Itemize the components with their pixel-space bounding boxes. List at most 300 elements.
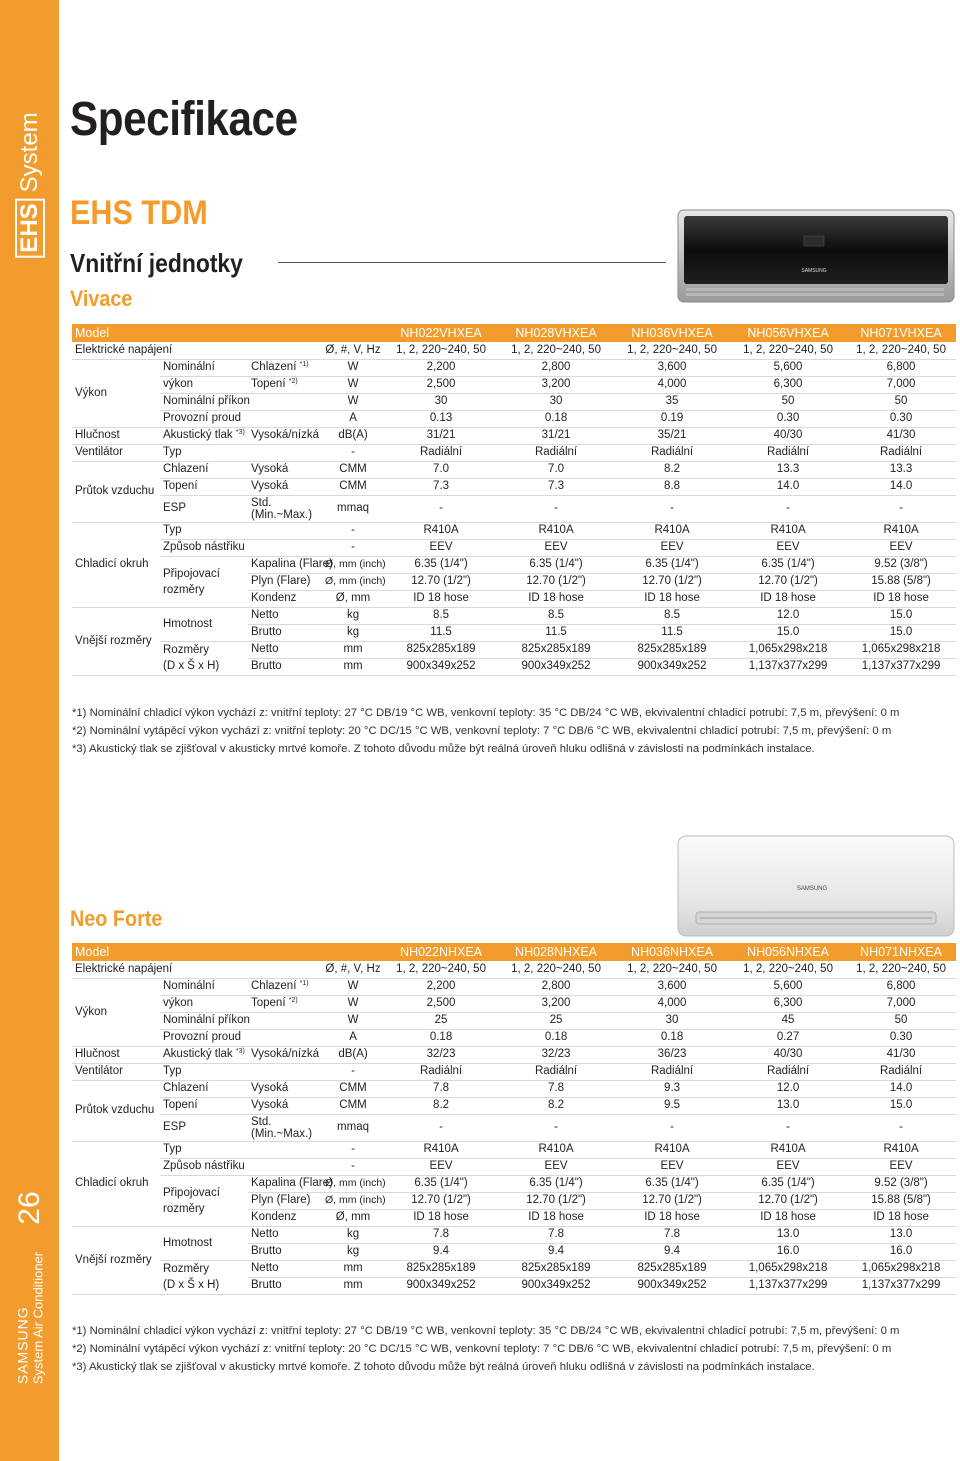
label-cell bbox=[160, 1012, 322, 1029]
row-label: Provozní proud bbox=[163, 1031, 241, 1043]
value-cell: 1,065x298x218 bbox=[846, 1260, 956, 1277]
row-label: Chlazení bbox=[251, 361, 297, 373]
value-cell: EEV bbox=[384, 1158, 498, 1175]
value-cell: 1, 2, 220~240, 50 bbox=[384, 342, 498, 359]
spec-table-neo-forte bbox=[72, 943, 956, 1295]
value-cell: 4,000 bbox=[614, 376, 730, 393]
value-cell: 6,800 bbox=[846, 359, 956, 376]
unit-cell bbox=[322, 1029, 384, 1046]
row-label: Průtok vzduchu bbox=[75, 1104, 155, 1116]
value-cell: 825x285x189 bbox=[384, 1260, 498, 1277]
group-cell bbox=[72, 1141, 160, 1226]
row-label: - bbox=[351, 446, 355, 458]
unit-cell bbox=[322, 641, 384, 658]
value-cell: 0.18 bbox=[384, 1029, 498, 1046]
value-cell: 15.0 bbox=[846, 1097, 956, 1114]
label-cell: Chlazení $^{*1)}$ bbox=[248, 978, 322, 995]
value-cell: 41/30 bbox=[846, 1046, 956, 1063]
label-cell bbox=[160, 539, 322, 556]
value-cell: 25 bbox=[384, 1012, 498, 1029]
row-label: Vysoká bbox=[251, 1099, 289, 1111]
label-cell bbox=[248, 641, 322, 658]
row-label: Ø, mm (inch) bbox=[325, 1177, 386, 1189]
value-cell: ID 18 hose bbox=[730, 1209, 846, 1226]
value-cell: 900x349x252 bbox=[498, 658, 614, 675]
neo-forte-unit-image bbox=[676, 832, 956, 942]
notes-vivace bbox=[72, 704, 899, 758]
value-cell: 13.0 bbox=[730, 1097, 846, 1114]
row-label: (Min.~Max.) bbox=[251, 508, 313, 521]
row-label: Výkon bbox=[75, 386, 107, 399]
label-cell bbox=[160, 522, 322, 539]
value-cell: 1, 2, 220~240, 50 bbox=[384, 961, 498, 978]
label-cell bbox=[160, 461, 248, 478]
table-row bbox=[72, 1158, 956, 1175]
row-label: Kapalina (Flare) bbox=[251, 1177, 333, 1189]
table-row bbox=[72, 607, 956, 624]
value-cell: 14.0 bbox=[846, 1080, 956, 1097]
sidebar-ehs-system bbox=[15, 112, 45, 257]
value-cell: - bbox=[730, 1114, 846, 1141]
ehs-logo-box: EHS bbox=[15, 198, 45, 257]
value-cell: 15.88 (5/8") bbox=[846, 1192, 956, 1209]
section-title: EHS TDM bbox=[70, 194, 208, 232]
value-cell: 12.70 (1/2") bbox=[730, 1192, 846, 1209]
value-cell: R410A bbox=[384, 522, 498, 539]
value-cell: Radiální bbox=[846, 444, 956, 461]
unit-cell bbox=[322, 1192, 384, 1209]
value-cell: R410A bbox=[498, 522, 614, 539]
row-label: Nominální příkon bbox=[163, 395, 250, 407]
page-title: Specifikace bbox=[70, 93, 298, 146]
value-cell: - bbox=[498, 1114, 614, 1141]
row-label: CMM bbox=[339, 480, 367, 492]
row-label: CMM bbox=[339, 1099, 367, 1111]
value-cell: 31/21 bbox=[384, 427, 498, 444]
value-cell: 16.0 bbox=[730, 1243, 846, 1260]
value-cell: 7.3 bbox=[498, 478, 614, 495]
row-label: W bbox=[347, 1014, 359, 1026]
label-cell bbox=[160, 1260, 248, 1294]
label-cell bbox=[160, 1029, 322, 1046]
row-label: Ø, #, V, Hz bbox=[325, 962, 381, 975]
row-label: Plyn (Flare) bbox=[251, 1194, 311, 1206]
value-cell: 13.3 bbox=[730, 461, 846, 478]
value-cell: 900x349x252 bbox=[614, 1277, 730, 1294]
value-cell: - bbox=[498, 495, 614, 522]
value-cell: 3,600 bbox=[614, 359, 730, 376]
value-cell: Radiální bbox=[614, 1063, 730, 1080]
row-label: ESP bbox=[163, 502, 187, 514]
row-label: kg bbox=[346, 609, 360, 621]
row-label: Kondenz bbox=[251, 592, 297, 604]
value-cell: 6,300 bbox=[730, 995, 846, 1012]
label-cell bbox=[248, 658, 322, 675]
value-cell: 12.70 (1/2") bbox=[614, 1192, 730, 1209]
row-label: Hmotnost bbox=[163, 1236, 213, 1249]
value-cell: EEV bbox=[498, 539, 614, 556]
value-cell: ID 18 hose bbox=[384, 590, 498, 607]
value-cell: 3,200 bbox=[498, 995, 614, 1012]
value-cell: EEV bbox=[730, 1158, 846, 1175]
value-cell: 7,000 bbox=[846, 376, 956, 393]
row-label: Hlučnost bbox=[75, 1048, 120, 1060]
label-cell bbox=[248, 495, 322, 522]
value-cell: 1, 2, 220~240, 50 bbox=[614, 961, 730, 978]
value-cell: 15.0 bbox=[846, 624, 956, 641]
value-cell: 0.18 bbox=[498, 410, 614, 427]
unit-cell bbox=[322, 393, 384, 410]
value-cell: ID 18 hose bbox=[730, 590, 846, 607]
table-row bbox=[72, 1226, 956, 1243]
row-label: Chladicí okruh bbox=[75, 558, 149, 570]
value-cell: Radiální bbox=[498, 444, 614, 461]
unit-cell bbox=[322, 1158, 384, 1175]
value-cell: 0.30 bbox=[846, 1029, 956, 1046]
row-label: W bbox=[347, 395, 359, 407]
label-cell bbox=[248, 1114, 322, 1141]
row-label: (Min.~Max.) bbox=[251, 1127, 313, 1140]
unit-cell bbox=[322, 376, 384, 393]
label-cell bbox=[248, 1046, 322, 1063]
row-label: Elektrické napájení bbox=[75, 343, 173, 356]
value-cell: 1,137x377x299 bbox=[846, 1277, 956, 1294]
row-label: Topení bbox=[251, 997, 286, 1009]
value-cell: 14.0 bbox=[846, 478, 956, 495]
row-label: Ø, mm bbox=[335, 1211, 371, 1223]
unit-cell bbox=[322, 1080, 384, 1097]
value-cell: 6.35 (1/4") bbox=[614, 556, 730, 573]
table-row bbox=[72, 1029, 956, 1046]
value-cell: 8.5 bbox=[384, 607, 498, 624]
row-label: rozměry bbox=[163, 583, 205, 596]
value-cell: 2,800 bbox=[498, 359, 614, 376]
label-cell bbox=[160, 995, 248, 1012]
value-cell: 825x285x189 bbox=[614, 641, 730, 658]
value-cell: 35 bbox=[614, 393, 730, 410]
label-cell bbox=[160, 1141, 322, 1158]
sidebar-brand bbox=[15, 1252, 46, 1384]
value-cell: 4,000 bbox=[614, 995, 730, 1012]
label-cell bbox=[160, 495, 248, 522]
header-model-name: NH022VHXEA bbox=[384, 324, 498, 342]
table-row bbox=[72, 461, 956, 478]
label-cell bbox=[160, 376, 248, 393]
row-label: Brutto bbox=[251, 660, 282, 672]
row-label: Hmotnost bbox=[163, 617, 213, 630]
row-label: - bbox=[351, 541, 355, 553]
unit-cell bbox=[322, 410, 384, 427]
value-cell: EEV bbox=[846, 539, 956, 556]
unit-cell bbox=[322, 1175, 384, 1192]
row-label: mm bbox=[343, 660, 363, 672]
value-cell: 900x349x252 bbox=[498, 1277, 614, 1294]
value-cell: 2,200 bbox=[384, 978, 498, 995]
page-number: 26 bbox=[13, 1191, 46, 1225]
value-cell: 50 bbox=[730, 393, 846, 410]
header-model-name: NH028NHXEA bbox=[498, 943, 614, 961]
value-cell: 13.3 bbox=[846, 461, 956, 478]
row-label: Rozměry bbox=[163, 1263, 210, 1275]
unit-cell bbox=[322, 995, 384, 1012]
header-model-name: NH028VHXEA bbox=[498, 324, 614, 342]
unit-cell bbox=[322, 658, 384, 675]
value-cell: 12.70 (1/2") bbox=[384, 573, 498, 590]
value-cell: ID 18 hose bbox=[846, 590, 956, 607]
row-label: Netto bbox=[251, 643, 279, 655]
row-label: Topení bbox=[251, 378, 286, 390]
table-row bbox=[72, 1175, 956, 1192]
value-cell: 30 bbox=[498, 393, 614, 410]
row-label: mmaq bbox=[337, 1121, 369, 1133]
header-model-name: NH036NHXEA bbox=[614, 943, 730, 961]
value-cell: 1, 2, 220~240, 50 bbox=[846, 961, 956, 978]
unit-cell bbox=[322, 556, 384, 573]
table-row bbox=[72, 444, 956, 461]
unit-cell bbox=[322, 1243, 384, 1260]
unit-cell bbox=[322, 522, 384, 539]
unit-cell bbox=[322, 961, 384, 978]
unit-cell bbox=[322, 478, 384, 495]
series-title-vivace: Vivace bbox=[70, 286, 133, 311]
value-cell: R410A bbox=[846, 1141, 956, 1158]
value-cell: 7.8 bbox=[498, 1080, 614, 1097]
label-cell bbox=[248, 556, 333, 573]
value-cell: 0.18 bbox=[498, 1029, 614, 1046]
value-cell: R410A bbox=[614, 522, 730, 539]
value-cell: 6,800 bbox=[846, 978, 956, 995]
table-row bbox=[72, 539, 956, 556]
value-cell: 1,065x298x218 bbox=[730, 1260, 846, 1277]
row-label: Hlučnost bbox=[75, 429, 120, 441]
value-cell: ID 18 hose bbox=[498, 1209, 614, 1226]
value-cell: 0.27 bbox=[730, 1029, 846, 1046]
value-cell: 7.3 bbox=[384, 478, 498, 495]
value-cell: ID 18 hose bbox=[498, 590, 614, 607]
unit-cell bbox=[322, 607, 384, 624]
row-label: Vysoká/nízká bbox=[251, 429, 319, 441]
value-cell: 15.88 (5/8") bbox=[846, 573, 956, 590]
value-cell: 12.0 bbox=[730, 1080, 846, 1097]
value-cell: - bbox=[384, 1114, 498, 1141]
value-cell: 6.35 (1/4") bbox=[498, 1175, 614, 1192]
unit-cell bbox=[322, 1277, 384, 1294]
value-cell: 0.19 bbox=[614, 410, 730, 427]
group-cell bbox=[72, 359, 160, 427]
value-cell: 1, 2, 220~240, 50 bbox=[846, 342, 956, 359]
row-label: Způsob nástřiku bbox=[163, 1160, 245, 1172]
row-label: Chlazení bbox=[163, 1082, 209, 1094]
row-label: (D x Š x H) bbox=[163, 1279, 220, 1291]
table-row bbox=[72, 1080, 956, 1097]
value-cell: 2,200 bbox=[384, 359, 498, 376]
row-label: Nominální příkon bbox=[163, 1014, 250, 1026]
value-cell: Radiální bbox=[384, 444, 498, 461]
value-cell: 11.5 bbox=[384, 624, 498, 641]
row-label: mm bbox=[343, 643, 363, 655]
value-cell: 9.4 bbox=[498, 1243, 614, 1260]
value-cell: 40/30 bbox=[730, 1046, 846, 1063]
table-row bbox=[72, 1097, 956, 1114]
group-cell bbox=[72, 427, 160, 444]
value-cell: ID 18 hose bbox=[384, 1209, 498, 1226]
value-cell: 16.0 bbox=[846, 1243, 956, 1260]
note-2: *2) Nominální vytápěcí výkon vychází z: vnitřní teploty: 20 °C DC/15 °C WB, venkovní teploty: 7 °C DB/6 °C WB, ekvivalentní chladicí potrubí: 7,5 m, převýšení: 0 m bbox=[72, 1343, 892, 1355]
value-cell: 9.3 bbox=[614, 1080, 730, 1097]
row-label: Akustický tlak bbox=[163, 429, 233, 441]
value-cell: 0.18 bbox=[614, 1029, 730, 1046]
value-cell: EEV bbox=[614, 539, 730, 556]
table-row bbox=[72, 522, 956, 539]
value-cell: - bbox=[846, 1114, 956, 1141]
header-model-name: NH036VHXEA bbox=[614, 324, 730, 342]
row-label: Kapalina (Flare) bbox=[251, 558, 333, 570]
value-cell: 30 bbox=[384, 393, 498, 410]
row-label: výkon bbox=[163, 378, 194, 390]
unit-cell bbox=[322, 978, 384, 995]
row-label: Typ bbox=[163, 524, 182, 536]
row-label: Vysoká/nízká bbox=[251, 1048, 319, 1060]
value-cell: R410A bbox=[614, 1141, 730, 1158]
unit-cell bbox=[322, 624, 384, 641]
row-label: Std. bbox=[251, 1115, 272, 1128]
table-header-row bbox=[72, 324, 956, 342]
value-cell: 8.5 bbox=[498, 607, 614, 624]
row-label: A bbox=[349, 1031, 357, 1043]
value-cell: 41/30 bbox=[846, 427, 956, 444]
row-label: kg bbox=[346, 626, 360, 638]
value-cell: - bbox=[614, 1114, 730, 1141]
row-label: mm bbox=[343, 1279, 363, 1291]
label-cell bbox=[160, 393, 322, 410]
value-cell: 12.70 (1/2") bbox=[384, 1192, 498, 1209]
unit-cell bbox=[322, 1141, 384, 1158]
value-cell: 6.35 (1/4") bbox=[498, 556, 614, 573]
value-cell: ID 18 hose bbox=[614, 590, 730, 607]
note-1: *1) Nominální chladicí výkon vychází z: vnitřní teploty: 27 °C DB/19 °C WB, venkovní teploty: 35 °C DB/24 °C WB, ekvivalentní chladicí potrubí: 7,5 m, převýšení: 0 m bbox=[72, 1325, 900, 1337]
row-label: W bbox=[347, 378, 359, 390]
row-label: Výkon bbox=[75, 1005, 107, 1018]
row-label: Chlazení bbox=[251, 980, 297, 992]
row-label: Připojovací bbox=[163, 567, 220, 580]
value-cell: 7.8 bbox=[498, 1226, 614, 1243]
value-cell: 900x349x252 bbox=[384, 658, 498, 675]
label-cell bbox=[248, 1192, 322, 1209]
value-cell: 13.0 bbox=[730, 1226, 846, 1243]
table-row bbox=[72, 1063, 956, 1080]
row-label: - bbox=[351, 524, 355, 536]
svg-text:SAMSUNG: SAMSUNG bbox=[801, 268, 827, 274]
header-model: Model bbox=[72, 943, 384, 961]
label-cell bbox=[160, 556, 248, 607]
subsection-title: Vnitřní jednotky bbox=[70, 248, 243, 278]
row-label: Průtok vzduchu bbox=[75, 485, 155, 497]
row-label: Ø, mm (inch) bbox=[325, 575, 386, 587]
label-cell: Topení $^{*2)}$ bbox=[248, 376, 322, 393]
label-cell bbox=[160, 444, 322, 461]
row-label: ESP bbox=[163, 1121, 187, 1133]
table-row bbox=[72, 393, 956, 410]
value-cell: 1, 2, 220~240, 50 bbox=[614, 342, 730, 359]
note-3: *3) Akustický tlak se zjišťoval v akusticky mrtvé komoře. Z tohoto důvodu může být reálná úroveň hluku odlišná v závislosti na podmínkách instalace. bbox=[72, 1361, 815, 1373]
label-cell: Akustický tlak $^{*3)}$ bbox=[160, 1046, 248, 1063]
value-cell: 1,137x377x299 bbox=[730, 658, 846, 675]
table-row bbox=[72, 1012, 956, 1029]
row-label: - bbox=[351, 1065, 355, 1077]
value-cell: 1,137x377x299 bbox=[730, 1277, 846, 1294]
value-cell: Radiální bbox=[384, 1063, 498, 1080]
value-cell: R410A bbox=[498, 1141, 614, 1158]
unit-cell bbox=[322, 1012, 384, 1029]
value-cell: 7.0 bbox=[498, 461, 614, 478]
row-label: kg bbox=[346, 1228, 360, 1240]
value-cell: EEV bbox=[730, 539, 846, 556]
label-cell bbox=[160, 1226, 248, 1260]
row-label: výkon bbox=[163, 997, 194, 1009]
value-cell: 825x285x189 bbox=[384, 641, 498, 658]
value-cell: R410A bbox=[730, 522, 846, 539]
header-model-name: NH056VHXEA bbox=[730, 324, 846, 342]
row-label: Ø, #, V, Hz bbox=[325, 343, 381, 356]
group-cell bbox=[72, 1063, 160, 1080]
row-label: Ø, mm (inch) bbox=[325, 1194, 386, 1206]
row-label: Ø, mm bbox=[335, 592, 371, 604]
header-model-name: NH056NHXEA bbox=[730, 943, 846, 961]
value-cell: 900x349x252 bbox=[614, 658, 730, 675]
value-cell: 7,000 bbox=[846, 995, 956, 1012]
label-cell bbox=[160, 1097, 248, 1114]
row-label: - bbox=[351, 1160, 355, 1172]
unit-cell bbox=[322, 444, 384, 461]
unit-cell bbox=[322, 1063, 384, 1080]
value-cell: 9.4 bbox=[614, 1243, 730, 1260]
value-cell: 15.0 bbox=[846, 607, 956, 624]
value-cell: 36/23 bbox=[614, 1046, 730, 1063]
row-label: Nominální bbox=[163, 980, 215, 992]
value-cell: R410A bbox=[846, 522, 956, 539]
row-label: W bbox=[347, 361, 359, 373]
unit-cell bbox=[322, 1114, 384, 1141]
unit-cell bbox=[322, 1097, 384, 1114]
value-cell: 32/23 bbox=[498, 1046, 614, 1063]
value-cell: 5,600 bbox=[730, 359, 846, 376]
row-label: W bbox=[347, 997, 359, 1009]
value-cell: 1, 2, 220~240, 50 bbox=[730, 961, 846, 978]
group-cell bbox=[72, 461, 160, 522]
label-cell bbox=[160, 1158, 322, 1175]
row-label: Plyn (Flare) bbox=[251, 575, 311, 587]
row-label: mmaq bbox=[337, 502, 369, 514]
table-row bbox=[72, 478, 956, 495]
group-cell bbox=[72, 1226, 160, 1294]
value-cell: 6.35 (1/4") bbox=[384, 556, 498, 573]
label-cell bbox=[248, 590, 322, 607]
row-label: A bbox=[349, 412, 357, 424]
value-cell: 3,200 bbox=[498, 376, 614, 393]
note-2: *2) Nominální vytápěcí výkon vychází z: vnitřní teploty: 20 °C DC/15 °C WB, venkovní teploty: 7 °C DB/6 °C WB, ekvivalentní chladicí potrubí: 7,5 m, převýšení: 0 m bbox=[72, 725, 892, 737]
series-title-neo-forte: Neo Forte bbox=[70, 906, 163, 931]
value-cell: 7.8 bbox=[614, 1226, 730, 1243]
label-cell bbox=[248, 478, 322, 495]
value-cell: 32/23 bbox=[384, 1046, 498, 1063]
value-cell: 7.0 bbox=[384, 461, 498, 478]
row-label: Topení bbox=[163, 1099, 198, 1111]
row-label: Ø, mm (inch) bbox=[325, 558, 386, 570]
unit-cell bbox=[322, 495, 384, 522]
row-label: Chlazení bbox=[163, 463, 209, 475]
spec-table-vivace bbox=[72, 324, 956, 676]
value-cell: 6,300 bbox=[730, 376, 846, 393]
